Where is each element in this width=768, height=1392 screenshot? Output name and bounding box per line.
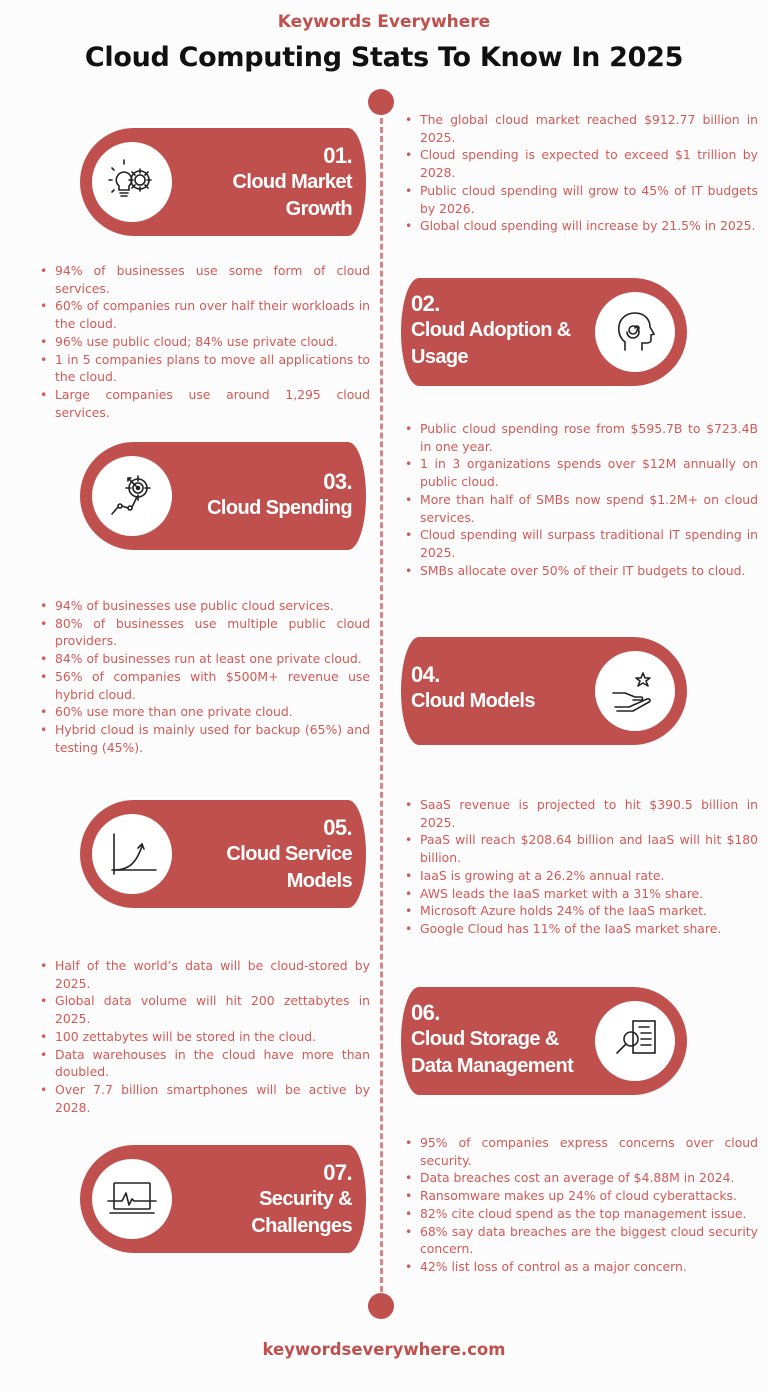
section-01-title: 01. Cloud Market Growth [232,143,352,220]
stat-item: • Half of the world’s data will be cloud-stored by 2025. [38,957,370,992]
growth-curve-icon [92,814,172,894]
stat-item: • Google Cloud has 11% of the IaaS market share. [403,920,758,938]
stat-item: • Microsoft Azure holds 24% of the IaaS market. [403,902,758,920]
stat-item: • The global cloud market reached $912.77 billion in 2025. [403,111,758,146]
stat-item: • Public cloud spending rose from $595.7B to $723.4B in one year. [403,420,758,455]
section-06-title: 06. Cloud Storage & Data Management [411,1000,574,1077]
section-07-stats [403,1134,758,1276]
target-growth-icon [92,456,172,536]
timeline-line [380,100,383,1310]
stat-item: • Public cloud spending will grow to 45% of IT budgets by 2026. [403,182,758,217]
stat-item: • SMBs allocate over 50% of their IT budgets to cloud. [403,562,758,580]
stat-item: • 56% of companies with $500M+ revenue use hybrid cloud. [38,668,370,703]
section-07-header [80,1145,366,1253]
stat-item: • Data warehouses in the cloud have more than doubled. [38,1046,370,1081]
timeline-start-dot [368,89,394,115]
lightbulb-gear-icon [92,142,172,222]
stat-item: • AWS leads the IaaS market with a 31% share. [403,885,758,903]
stat-item: • 1 in 3 organizations spends over $12M annually on public cloud. [403,455,758,490]
section-03-stats [403,420,758,579]
stat-item: • 94% of businesses use public cloud services. [38,597,370,615]
brand-name: Keywords Everywhere [277,12,491,32]
stat-item: • 94% of businesses use some form of cloud services. [38,262,370,297]
footer-url[interactable]: keywordseverywhere.com [262,1340,506,1359]
section-04-stats [38,597,370,756]
stat-item: • 96% use public cloud; 84% use private cloud. [38,333,370,351]
stat-item: • Global cloud spending will increase by 21.5% in 2025. [403,217,758,235]
page-title: Cloud Computing Stats To Know In 2025 [84,42,684,73]
section-01-stats [403,111,758,235]
section-02-title: 02. Cloud Adoption & Usage [411,291,571,368]
section-01-header [80,128,366,236]
stat-item: • 100 zettabytes will be stored in the cloud. [38,1028,370,1046]
section-05-title: 05. Cloud Service Models [226,815,352,892]
stat-item: • 95% of companies express concerns over cloud security. [403,1134,758,1169]
section-03-title: 03. Cloud Spending [207,469,352,519]
stat-item: • 68% say data breaches are the biggest cloud security concern. [403,1223,758,1258]
stat-item: • SaaS revenue is projected to hit $390.5 billion in 2025. [403,796,758,831]
section-04-header [401,637,687,745]
stat-item: • 60% use more than one private cloud. [38,703,370,721]
document-search-icon [595,1001,675,1081]
section-06-stats [38,957,370,1116]
laptop-pulse-icon [92,1159,172,1239]
stat-item: • Cloud spending is expected to exceed $1 trillion by 2028. [403,146,758,181]
hand-star-icon [595,651,675,731]
stat-item: • IaaS is growing at a 26.2% annual rate. [403,867,758,885]
section-06-header [401,987,687,1095]
stat-item: • 60% of companies run over half their workloads in the cloud. [38,297,370,332]
stat-item: • 42% list loss of control as a major concern. [403,1258,758,1276]
section-05-header [80,800,366,908]
stat-item: • Global data volume will hit 200 zettabytes in 2025. [38,992,370,1027]
section-05-stats [403,796,758,938]
stat-item: • 84% of businesses run at least one private cloud. [38,650,370,668]
timeline-end-dot [368,1293,394,1319]
stat-item: • PaaS will reach $208.64 billion and IaaS will hit $180 billion. [403,831,758,866]
stat-item: • 1 in 5 companies plans to move all applications to the cloud. [38,351,370,386]
stat-item: • 80% of businesses use multiple public cloud providers. [38,615,370,650]
section-07-title: 07. Security & Challenges [251,1160,352,1237]
section-02-stats [38,262,370,421]
section-04-title: 04. Cloud Models [411,662,535,712]
stat-item: • 82% cite cloud spend as the top management issue. [403,1205,758,1223]
stat-item: • Over 7.7 billion smartphones will be active by 2028. [38,1081,370,1116]
stat-item: • Cloud spending will surpass traditional IT spending in 2025. [403,526,758,561]
head-spiral-icon [595,292,675,372]
section-02-header [401,278,687,386]
stat-item: • Ransomware makes up 24% of cloud cyberattacks. [403,1187,758,1205]
stat-item: • More than half of SMBs now spend $1.2M+ on cloud services. [403,491,758,526]
stat-item: • Large companies use around 1,295 cloud services. [38,386,370,421]
stat-item: • Data breaches cost an average of $4.88M in 2024. [403,1169,758,1187]
section-03-header [80,442,366,550]
stat-item: • Hybrid cloud is mainly used for backup (65%) and testing (45%). [38,721,370,756]
